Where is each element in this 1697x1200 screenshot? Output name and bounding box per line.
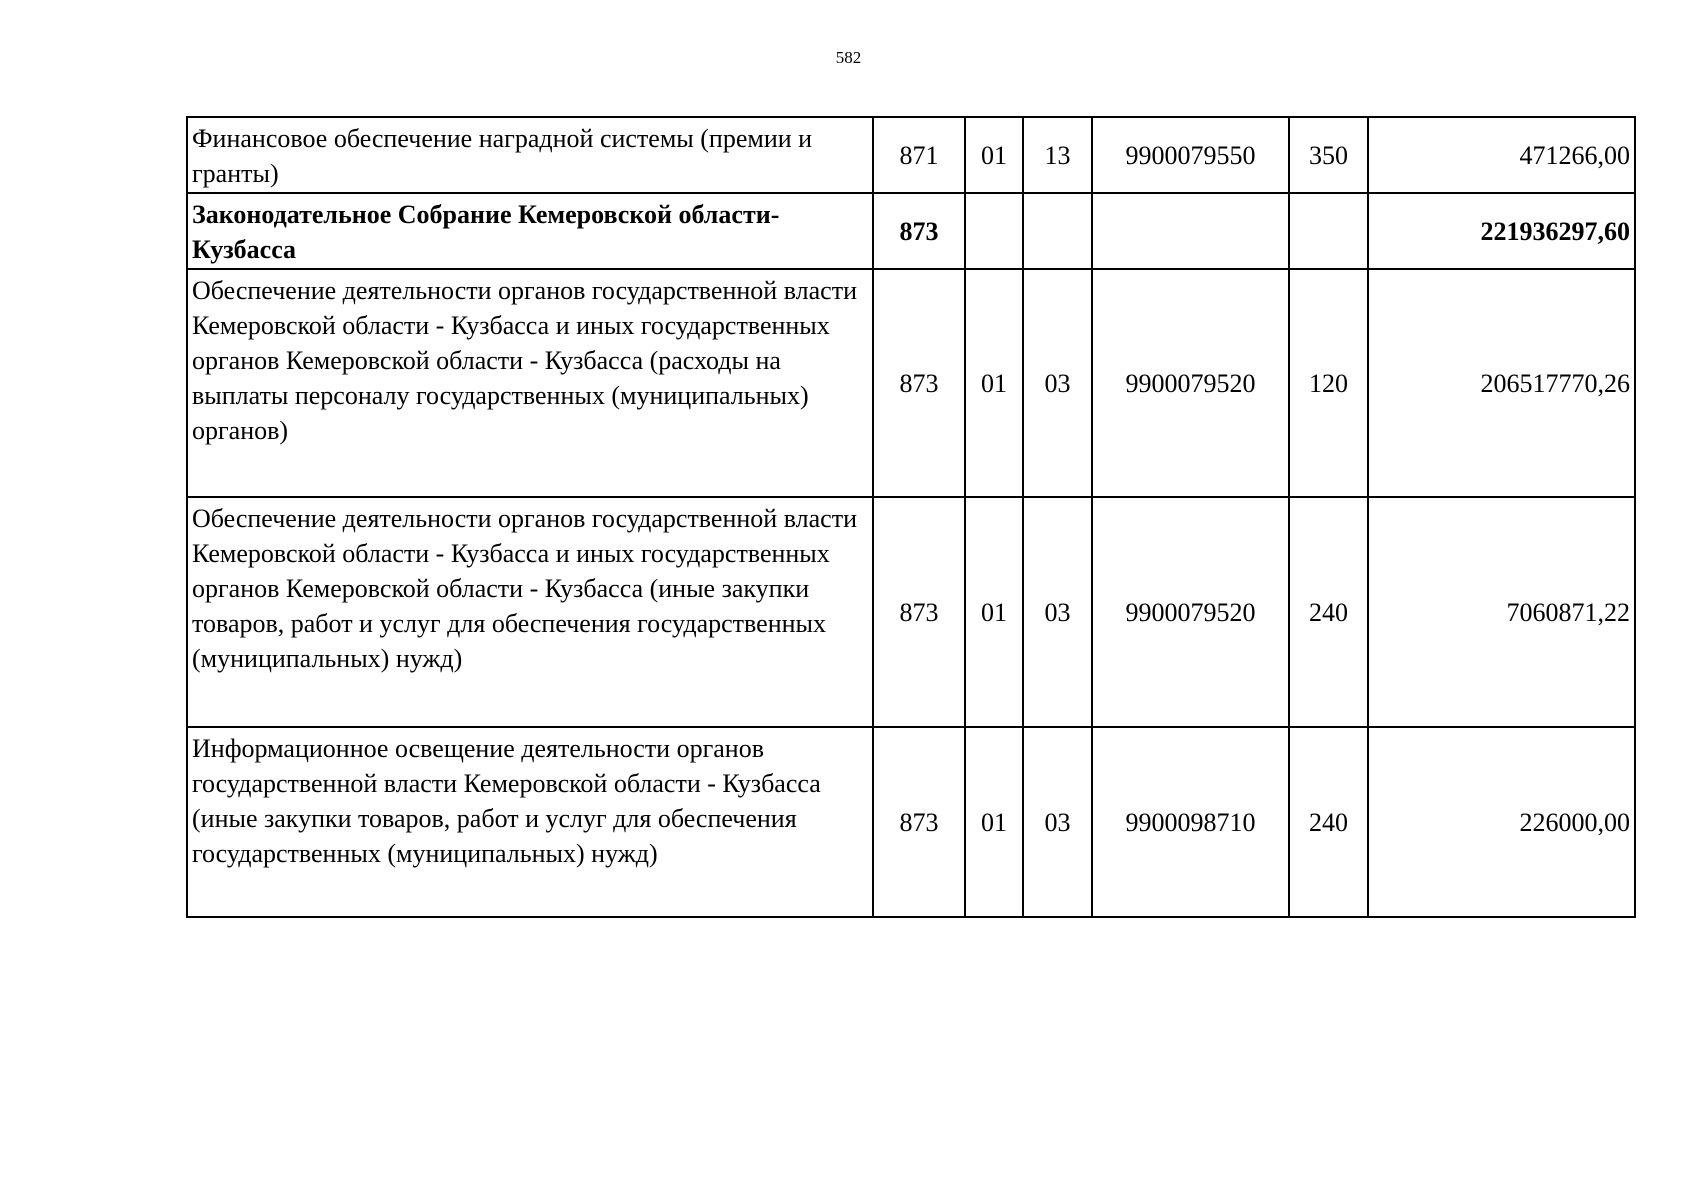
row-expense-kind — [1289, 193, 1368, 269]
row-amount: 226000,00 — [1368, 727, 1635, 917]
page-number: 582 — [835, 48, 862, 67]
table-row — [187, 269, 1635, 497]
row-section-code: 01 — [965, 117, 1023, 193]
row-subsection-code — [1023, 193, 1092, 269]
row-target-article: 9900079520 — [1092, 269, 1289, 497]
row-ministry-code: 873 — [873, 497, 965, 727]
row-amount: 471266,00 — [1368, 117, 1635, 193]
table-row — [187, 497, 1635, 727]
row-target-article: 9900079550 — [1092, 117, 1289, 193]
row-section-code: 01 — [965, 727, 1023, 917]
row-ministry-code: 873 — [873, 269, 965, 497]
budget-table — [186, 116, 1636, 918]
row-amount: 206517770,26 — [1368, 269, 1635, 497]
row-description: Финансовое обеспечение наградной системы (премии и гранты) — [187, 117, 873, 193]
table-row-total — [187, 193, 1635, 269]
row-expense-kind: 120 — [1289, 269, 1368, 497]
row-subsection-code: 03 — [1023, 727, 1092, 917]
row-ministry-code: 873 — [873, 727, 965, 917]
row-ministry-code: 871 — [873, 117, 965, 193]
row-amount: 7060871,22 — [1368, 497, 1635, 727]
row-subsection-code: 03 — [1023, 269, 1092, 497]
row-description: Законодательное Собрание Кемеровской области-Кузбасса — [187, 193, 873, 269]
row-subsection-code: 03 — [1023, 497, 1092, 727]
row-expense-kind: 240 — [1289, 497, 1368, 727]
row-description: Информационное освещение деятельности органов государственной власти Кемеровской области - Кузбасса (иные закупки товаров, работ и услуг для обеспечения государственных (муниципальных) нужд) — [187, 727, 873, 917]
row-expense-kind: 240 — [1289, 727, 1368, 917]
row-target-article — [1092, 193, 1289, 269]
row-section-code: 01 — [965, 497, 1023, 727]
row-description: Обеспечение деятельности органов государственной власти Кемеровской области - Кузбасса и иных государственных органов Кемеровской области - Кузбасса (расходы на выплаты персоналу государственных (муниципальных) органов) — [187, 269, 873, 497]
row-section-code: 01 — [965, 269, 1023, 497]
row-expense-kind: 350 — [1289, 117, 1368, 193]
row-target-article: 9900079520 — [1092, 497, 1289, 727]
row-target-article: 9900098710 — [1092, 727, 1289, 917]
row-description: Обеспечение деятельности органов государственной власти Кемеровской области - Кузбасса и иных государственных органов Кемеровской области - Кузбасса (иные закупки товаров, работ и услуг для обеспечения государственных (муниципальных) нужд) — [187, 497, 873, 727]
row-ministry-code: 873 — [873, 193, 965, 269]
row-amount: 221936297,60 — [1368, 193, 1635, 269]
row-subsection-code: 13 — [1023, 117, 1092, 193]
table-row — [187, 117, 1635, 193]
table-row — [187, 727, 1635, 917]
row-section-code — [965, 193, 1023, 269]
